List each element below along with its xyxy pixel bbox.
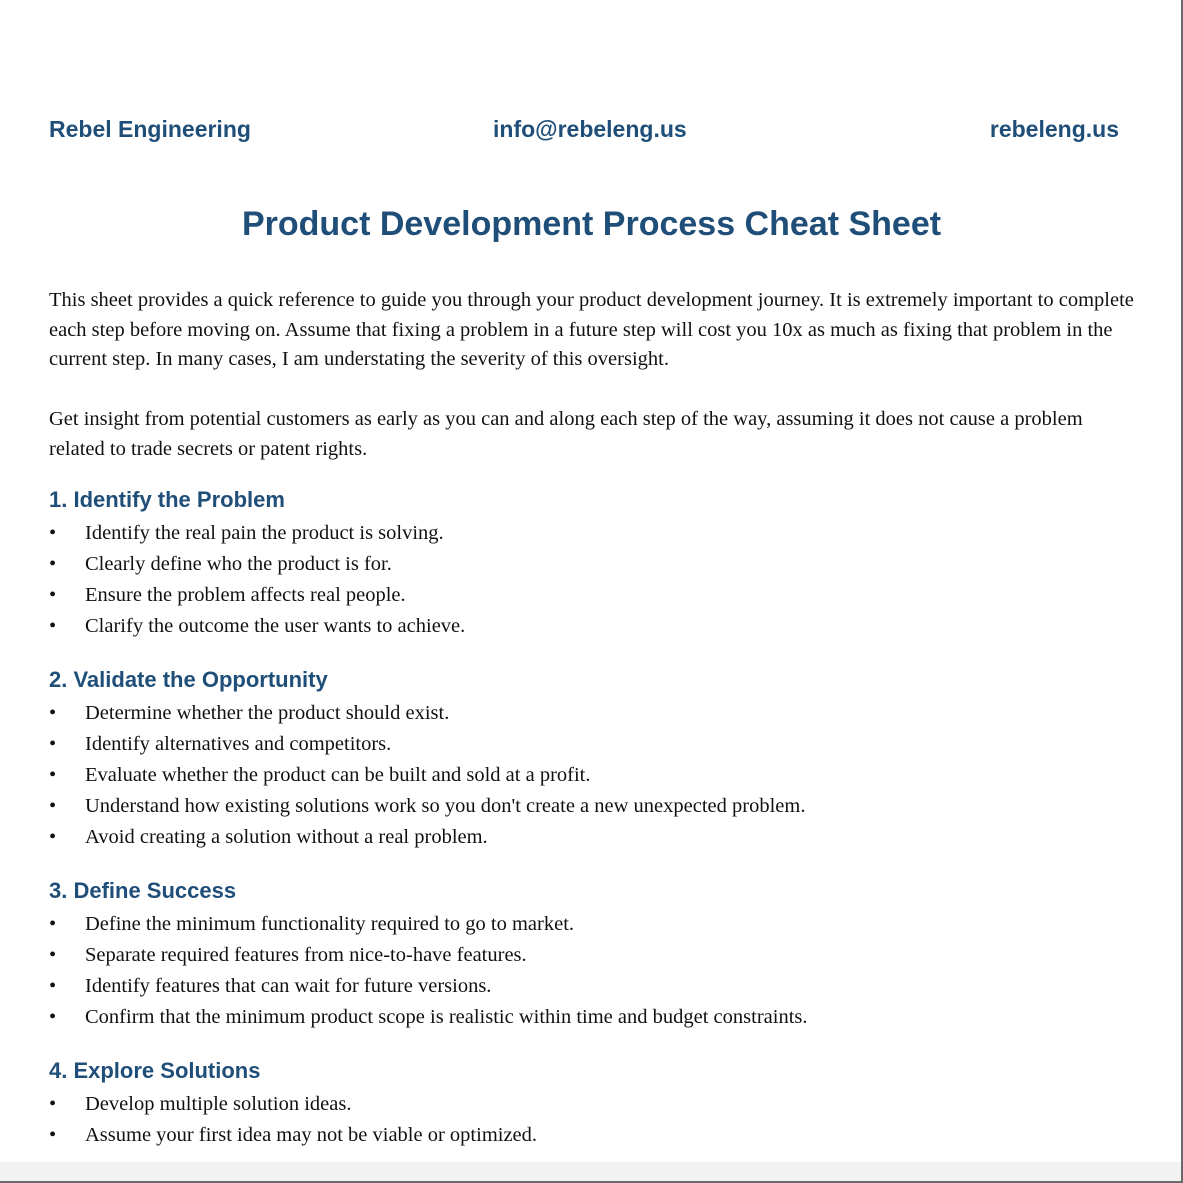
bullet-icon: • — [49, 733, 57, 755]
bullet-icon: • — [49, 795, 57, 817]
list-item: • Identify alternatives and competitors. — [49, 729, 805, 760]
company-website[interactable]: rebeleng.us — [989, 116, 1119, 142]
bullet-icon: • — [49, 1093, 57, 1115]
bullet-icon: • — [49, 764, 57, 786]
bullet-icon: • — [49, 615, 57, 637]
intro-paragraph: This sheet provides a quick reference to guide you through your product development journey. It is extremely important to complete each step before moving on. Assume that fixing a problem in a future step will cost you 10x as much as fixing that problem in the current step. In many cases, I am understating the severity of this oversight. — [49, 289, 1134, 370]
bullet-icon: • — [49, 702, 57, 724]
section-define-success — [49, 877, 808, 1033]
list-item: • Clarify the outcome the user wants to achieve. — [49, 611, 465, 642]
list-item: • Understand how existing solutions work so you don't create a new unexpected problem. — [49, 791, 805, 822]
section-validate-opportunity — [49, 666, 805, 853]
intro-paragraph: Get insight from potential customers as early as you can and along each step of the way, assuming it does not cause a problem related to trade secrets or patent rights. — [49, 408, 1083, 460]
horizontal-scrollbar-area[interactable] — [0, 1162, 1183, 1183]
list-item: • Identify features that can wait for future versions. — [49, 971, 808, 1002]
bullet-icon: • — [49, 1124, 57, 1146]
bullet-icon: • — [49, 975, 57, 997]
list-item: • Clearly define who the product is for. — [49, 549, 465, 580]
list-item: • Ensure the problem affects real people. — [49, 580, 465, 611]
list-item: • Assume your first idea may not be viable or optimized. — [49, 1120, 537, 1151]
list-item: • Determine whether the product should exist. — [49, 698, 805, 729]
section-heading: 1. Identify the Problem — [49, 487, 285, 512]
bullet-icon: • — [49, 944, 57, 966]
bullet-icon: • — [49, 1006, 57, 1028]
section-explore-solutions — [49, 1057, 537, 1151]
list-item: • Identify the real pain the product is solving. — [49, 518, 465, 549]
list-item: • Evaluate whether the product can be built and sold at a profit. — [49, 760, 805, 791]
contact-email[interactable]: info@rebeleng.us — [493, 116, 687, 142]
list-item: • Define the minimum functionality required to go to market. — [49, 909, 808, 940]
list-item: • Confirm that the minimum product scope is realistic within time and budget constraints. — [49, 1002, 808, 1033]
bullet-icon: • — [49, 826, 57, 848]
list-item: • Separate required features from nice-to-have features. — [49, 940, 808, 971]
list-item: • Avoid creating a solution without a real problem. — [49, 822, 805, 853]
section-heading: 3. Define Success — [49, 878, 237, 903]
section-heading: 4. Explore Solutions — [49, 1058, 261, 1083]
section-heading: 2. Validate the Opportunity — [49, 667, 328, 692]
section-identify-problem — [49, 486, 465, 642]
bullet-icon: • — [49, 913, 57, 935]
bullet-icon: • — [49, 522, 57, 544]
bullet-icon: • — [49, 584, 57, 606]
list-item: • Develop multiple solution ideas. — [49, 1089, 537, 1120]
company-name: Rebel Engineering — [49, 116, 251, 142]
page-title: Product Development Process Cheat Sheet — [241, 205, 942, 243]
bullet-icon: • — [49, 553, 57, 575]
